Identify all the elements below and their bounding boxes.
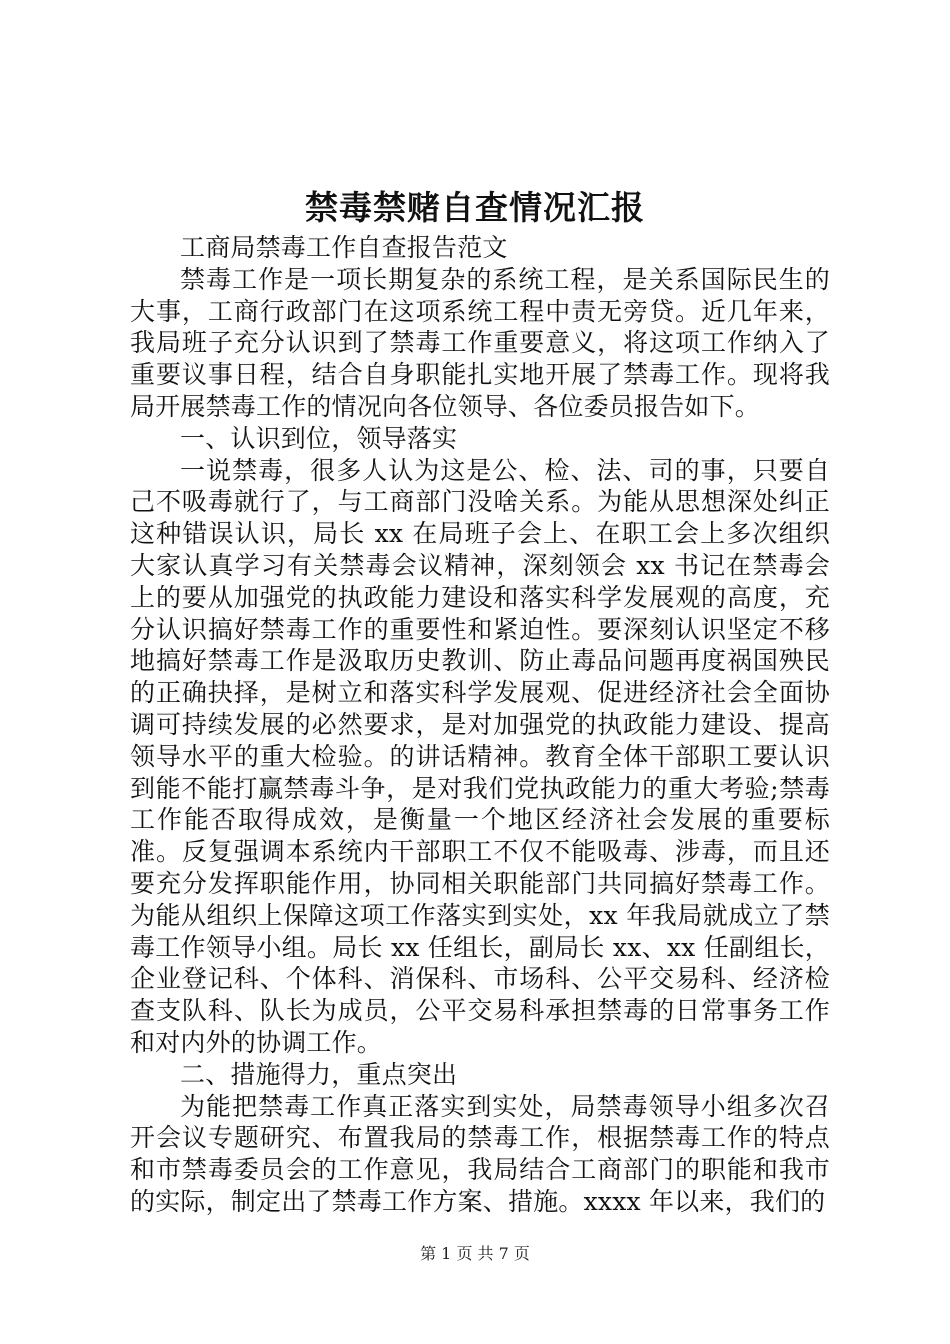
section-heading-1: 一、认识到位，领导落实 [180,423,458,453]
intro-paragraph: 禁毒工作是一项长期复杂的系统工程，是关系国际民生的大事，工商行政部门在这项系统工程中责无旁贷。近几年来，我局班子充分认识到了禁毒工作重要意义，将这项工作纳入了重要议事日程，结合自身职能扎实地开展了禁毒工作。现将我局开展禁毒工作的情况向各位领导、各位委员报告如下。 [130,264,830,421]
page-footer: 第 1 页 共 7 页 [420,1244,530,1263]
subtitle-paragraph: 工商局禁毒工作自查报告范文 [180,233,508,262]
section-1-paragraph: 一说禁毒，很多人认为这是公、检、法、司的事，只要自己不吸毒就行了，与工商部门没啥关系。为能从思想深处纠正这种错误认识，局长 xx 在局班子会上、在职工会上多次组织大家认真学习有关禁毒会议精神，深刻领会 xx 书记在禁毒会上的要从加强党的执政能力建设和落实科学发展观的高度，充分认识搞好禁毒工作的重要性和紧迫性。要深刻认识坚定不移地搞好禁毒工作是汲取历史教训、防止毒品问题再度祸国殃民的正确抉择，是树立和落实科学发展观、促进经济社会全面协调可持续发展的必然要求，是对加强党的执政能力建设、提高领导水平的重大检验。的讲话精神。教育全体干部职工要认识到能不能打赢禁毒斗争，是对我们党执政能力的重大考验;禁毒工作能否取得成效，是衡量一个地区经济社会发展的重要标准。反复强调本系统内干部职工不仅不能吸毒、涉毒，而且还要充分发挥职能作用，协同相关职能部门共同搞好禁毒工作。为能从组织上保障这项工作落实到实处，xx 年我局就成立了禁毒工作领导小组。局长 xx 任组长，副局长 xx、xx 任副组长，企业登记科、个体科、消保科、市场科、公平交易科、经济检查支队科、队长为成员，公平交易科承担禁毒的日常事务工作和对内外的协调工作。 [130,455,830,1057]
section-heading-2: 二、措施得力，重点突出 [180,1059,458,1089]
document-title: 禁毒禁赌自查情况汇报 [305,188,645,227]
document-body [130,232,830,1218]
section-2-paragraph: 为能把禁毒工作真正落实到实处，局禁毒领导小组多次召开会议专题研究、布置我局的禁毒工作，根据禁毒工作的特点和市禁毒委员会的工作意见，我局结合工商部门的职能和我市的实际，制定出了禁毒工作方案、措施。xxxx 年以来，我们的 [130,1091,830,1216]
